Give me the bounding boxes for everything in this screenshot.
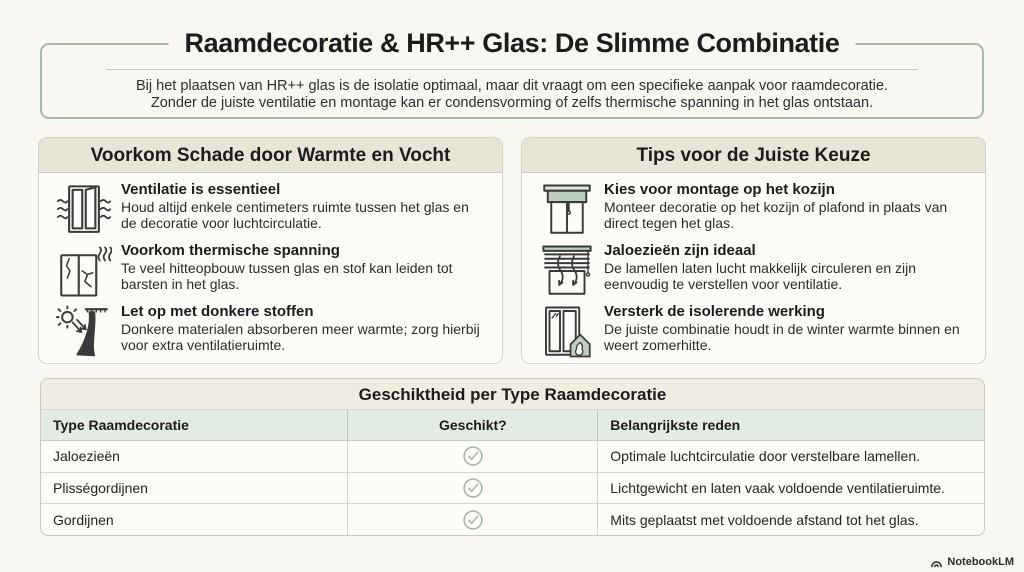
page-subtitle xyxy=(62,78,962,111)
panel-header: Voorkom Schade door Warmte en Vocht xyxy=(39,138,502,173)
item-text xyxy=(115,181,488,231)
frame-mounted-blind-icon xyxy=(536,181,598,237)
panels-row xyxy=(38,137,986,364)
item-description: De juiste combinatie houdt in de winter warmte binnen en weert zomerhitte. xyxy=(604,321,960,353)
insulating-window-icon xyxy=(536,303,598,359)
subtitle-line-1: Bij het plaatsen van HR++ glas is de isolatie optimaal, maar dit vraagt om een specifieke aanpak voor raamdecoratie. xyxy=(136,78,888,94)
cell-reason: Mits geplaatst met voldoende afstand tot het glas. xyxy=(610,511,919,528)
cell-reason: Lichtgewicht en laten vaak voldoende ventilatieruimte. xyxy=(610,479,945,496)
title-box xyxy=(40,28,984,119)
item-title: Ventilatie is essentieel xyxy=(121,181,281,198)
panel-body xyxy=(39,173,502,364)
cracked-window-icon xyxy=(53,242,115,298)
cell-type: Plisségordijnen xyxy=(41,473,348,504)
item-description: Donkere materialen absorberen meer warmte; zorg hierbij voor extra ventilatieruimte. xyxy=(121,321,480,353)
list-item xyxy=(53,181,488,242)
list-item xyxy=(536,303,971,364)
check-circle-icon xyxy=(462,445,484,467)
item-title: Let op met donkere stoffen xyxy=(121,303,314,320)
table-row xyxy=(41,473,984,505)
item-title: Versterk de isolerende werking xyxy=(604,303,825,320)
table-title: Geschiktheid per Type Raamdecoratie xyxy=(41,379,984,410)
check-circle-icon xyxy=(462,509,484,531)
venetian-blinds-icon xyxy=(536,242,598,298)
panel-warmte-vocht xyxy=(38,137,503,364)
sun-curtain-icon xyxy=(53,303,115,359)
item-description: Te veel hitteopbouw tussen glas en stof kan leiden tot barsten in het glas. xyxy=(121,260,453,292)
subtitle-line-2: Zonder de juiste ventilatie en montage kan er condensvorming of zelfs thermische spanning in het glas ontstaan. xyxy=(150,94,874,111)
check-circle-icon xyxy=(462,477,484,499)
cell-type: Jaloezieën xyxy=(41,441,348,472)
column-header-reden: Belangrijkste reden xyxy=(610,417,741,433)
item-description: Monteer decoratie op het kozijn of plafond in plaats van direct tegen het glas. xyxy=(604,199,948,231)
cell-reason: Optimale luchtcirculatie door verstelbare lamellen. xyxy=(610,448,920,465)
list-item xyxy=(536,242,971,303)
panel-body xyxy=(522,173,985,364)
item-title: Kies voor montage op het kozijn xyxy=(604,181,835,198)
list-item xyxy=(536,181,971,242)
item-description: De lamellen laten lucht makkelijk circuleren en zijn eenvoudig te verstellen voor ventilatie. xyxy=(604,260,917,292)
footer-brand xyxy=(930,556,1014,568)
ventilation-window-icon xyxy=(53,181,115,237)
page-title: Raamdecoratie & HR++ Glas: De Slimme Combinatie xyxy=(169,28,856,59)
cell-type: Gordijnen xyxy=(41,504,348,536)
footer-brand-label: NotebookLM xyxy=(947,556,1014,568)
table-row xyxy=(41,504,984,536)
item-text xyxy=(115,242,488,292)
column-header-geschikt: Geschikt? xyxy=(348,410,598,440)
suitability-table xyxy=(40,378,985,536)
item-title: Jaloezieën zijn ideaal xyxy=(604,242,756,259)
item-text xyxy=(598,242,971,292)
table-header-row xyxy=(41,410,984,441)
item-text xyxy=(598,303,971,353)
column-header-type: Type Raamdecoratie xyxy=(41,410,348,440)
notebooklm-logo-icon xyxy=(930,557,943,568)
table-row xyxy=(41,441,984,473)
cell-geschikt xyxy=(348,441,598,472)
item-text xyxy=(598,181,971,231)
panel-tips-keuze xyxy=(521,137,986,364)
item-title: Voorkom thermische spanning xyxy=(121,242,340,259)
list-item xyxy=(53,303,488,364)
cell-geschikt xyxy=(348,473,598,504)
title-divider xyxy=(106,69,918,70)
panel-header: Tips voor de Juiste Keuze xyxy=(522,138,985,173)
item-text xyxy=(115,303,488,353)
list-item xyxy=(53,242,488,303)
cell-geschikt xyxy=(348,504,598,536)
item-description: Houd altijd enkele centimeters ruimte tussen het glas en de decoratie voor luchtcirculatie. xyxy=(121,199,469,231)
